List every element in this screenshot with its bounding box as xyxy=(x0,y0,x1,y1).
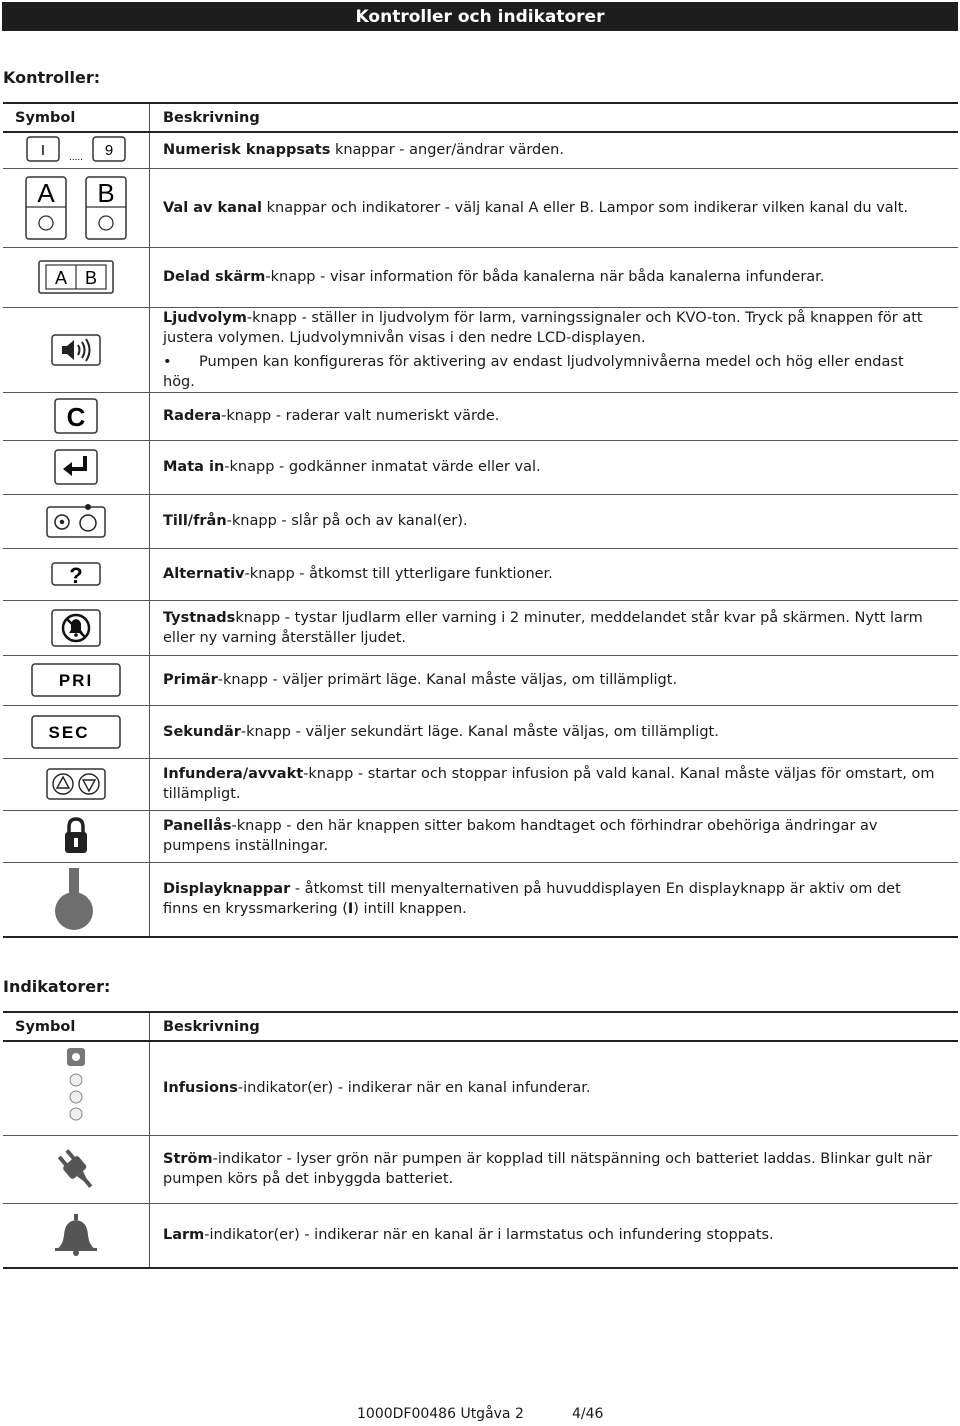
primary-icon xyxy=(29,661,123,699)
svg-text:A: A xyxy=(54,268,68,288)
table-header xyxy=(3,1012,958,1041)
symbol-header: Symbol xyxy=(3,1012,150,1041)
row-text-end: ) intill knappen. xyxy=(353,901,467,918)
display-key-icon xyxy=(54,866,98,932)
svg-text:B: B xyxy=(84,268,98,288)
row-text: -knapp - startar och stoppar infusion på vald kanal. Kanal måste väljas för omstart, om tillämpligt. xyxy=(163,766,935,802)
row-text: -knapp - väljer primärt läge. Kanal måste väljas, om tillämpligt. xyxy=(217,672,678,688)
indicators-title: Indikatorer: xyxy=(3,977,111,996)
silence-icon xyxy=(49,607,103,649)
bell-icon xyxy=(53,1213,99,1257)
bullet-text: Pumpen kan konfigureras för aktivering av endast ljudvolymnivåerna medel och hög eller endast hög. xyxy=(163,353,904,390)
channel-select-icon xyxy=(22,173,130,243)
table-row xyxy=(3,600,958,655)
row-bold: Infusions xyxy=(163,1080,238,1097)
row-bold: Radera xyxy=(163,408,222,424)
start-stop-icon xyxy=(44,766,108,802)
svg-text:SEC: SEC xyxy=(48,722,90,742)
row-text: -indikator - lyser grön när pumpen är kopplad till nätspänning och batteriet laddas. Blinkar gult när pumpen körs på det inbyggda batteriet. xyxy=(163,1151,932,1187)
row-bold: Alternativ xyxy=(163,566,245,582)
row-text: knapp - tystar ljudlarm eller varning i 2 minuter, meddelandet står kvar på skärmen. Nytt larm eller ny varning återställer ljudet. xyxy=(163,609,923,646)
table-row xyxy=(3,1041,958,1135)
table-row xyxy=(3,1135,958,1203)
svg-text:C: C xyxy=(66,402,86,432)
row-bold: Sekundär xyxy=(163,723,241,740)
row-text: - åtkomst till menyalternativen på huvuddisplayen En displayknapp är aktiv om det finns en kryssmarkering ( xyxy=(163,881,901,918)
bullet-note xyxy=(163,352,940,392)
svg-text:A: A xyxy=(37,177,55,208)
svg-text:B: B xyxy=(97,177,115,208)
row-text: knappar - anger/ändrar värden. xyxy=(330,142,564,159)
table-row xyxy=(3,132,958,168)
description-header: Beskrivning xyxy=(150,103,959,132)
table-row xyxy=(3,810,958,862)
row-bold: Mata in xyxy=(163,459,225,475)
row-text: -indikator(er) - indikerar när en kanal är i larmstatus och infundering stoppats. xyxy=(204,1227,774,1244)
row-bold-mark: I xyxy=(347,901,354,918)
svg-text:I: I xyxy=(40,142,46,160)
symbol-header: Symbol xyxy=(3,103,150,132)
row-text: -knapp - väljer sekundärt läge. Kanal måste väljas, om tillämpligt. xyxy=(240,723,719,740)
row-bold: Primär xyxy=(163,672,218,688)
lock-icon xyxy=(61,816,91,856)
row-text: -indikator(er) - indikerar när en kanal infunderar. xyxy=(237,1080,591,1097)
row-bold: Ström xyxy=(163,1151,213,1167)
row-bold: Till/från xyxy=(163,513,227,529)
svg-text:?: ? xyxy=(69,563,83,588)
page-header: Kontroller och indikatorer xyxy=(2,2,958,31)
controls-table xyxy=(3,102,958,938)
row-text: -knapp - ställer in ljudvolym för larm, varningssignaler och KVO-ton. Tryck på knappen för att justera volymen. Ljudvolymnivån visas i den nedre LCD-displayen. xyxy=(163,309,923,346)
table-row xyxy=(3,168,958,247)
table-row xyxy=(3,1203,958,1268)
description-header: Beskrivning xyxy=(150,1012,959,1041)
table-row xyxy=(3,440,958,494)
table-row xyxy=(3,494,958,548)
row-bold: Larm xyxy=(163,1227,205,1244)
power-plug-icon xyxy=(52,1145,100,1193)
keypad-icon xyxy=(24,134,128,166)
table-row xyxy=(3,758,958,810)
row-bold: Displayknappar xyxy=(163,881,291,898)
table-row xyxy=(3,655,958,705)
row-bold: Ljudvolym xyxy=(163,309,247,326)
controls-title: Kontroller: xyxy=(3,68,101,87)
row-bold: Infundera/avvakt xyxy=(163,766,304,782)
table-row xyxy=(3,705,958,758)
table-row xyxy=(3,307,958,392)
table-header xyxy=(3,103,958,132)
row-bold: Numerisk knappsats xyxy=(163,142,331,159)
indicators-table xyxy=(3,1011,958,1269)
enter-icon xyxy=(52,447,100,487)
page-number: 4/46 xyxy=(572,1406,604,1422)
secondary-icon xyxy=(29,713,123,751)
clear-icon xyxy=(52,396,100,436)
split-screen-icon xyxy=(36,257,116,297)
row-bold: Val av kanal xyxy=(163,199,263,216)
bullet-mark: • xyxy=(163,353,172,370)
table-row xyxy=(3,247,958,307)
volume-icon xyxy=(49,331,103,369)
svg-text:9: 9 xyxy=(104,142,114,160)
row-text: -knapp - den här knappen sitter bakom handtaget och förhindrar obehöriga ändringar av pumpens inställningar. xyxy=(163,818,878,854)
row-text: knappar och indikatorer - välj kanal A eller B. Lampor som indikerar vilken kanal du valt. xyxy=(262,199,909,216)
svg-text:.....: ..... xyxy=(69,152,83,164)
row-text: -knapp - visar information för båda kanalerna när båda kanalerna infunderar. xyxy=(265,269,825,285)
table-row xyxy=(3,862,958,937)
table-row xyxy=(3,392,958,440)
row-text: -knapp - slår på och av kanal(er). xyxy=(226,513,468,529)
row-bold: Tystnads xyxy=(163,609,236,626)
options-icon xyxy=(49,559,103,589)
row-text: -knapp - godkänner inmatat värde eller val. xyxy=(224,459,541,475)
row-text: -knapp - raderar valt numeriskt värde. xyxy=(221,408,500,424)
infusion-indicator-icon xyxy=(61,1045,91,1131)
row-text: -knapp - åtkomst till ytterligare funktioner. xyxy=(244,566,553,582)
document-number: 1000DF00486 Utgåva 2 xyxy=(357,1406,524,1422)
row-bold: Panellås xyxy=(163,818,232,834)
svg-text:PRI: PRI xyxy=(58,671,94,690)
table-row xyxy=(3,548,958,600)
row-bold: Delad skärm xyxy=(163,269,266,285)
power-icon xyxy=(44,501,108,541)
